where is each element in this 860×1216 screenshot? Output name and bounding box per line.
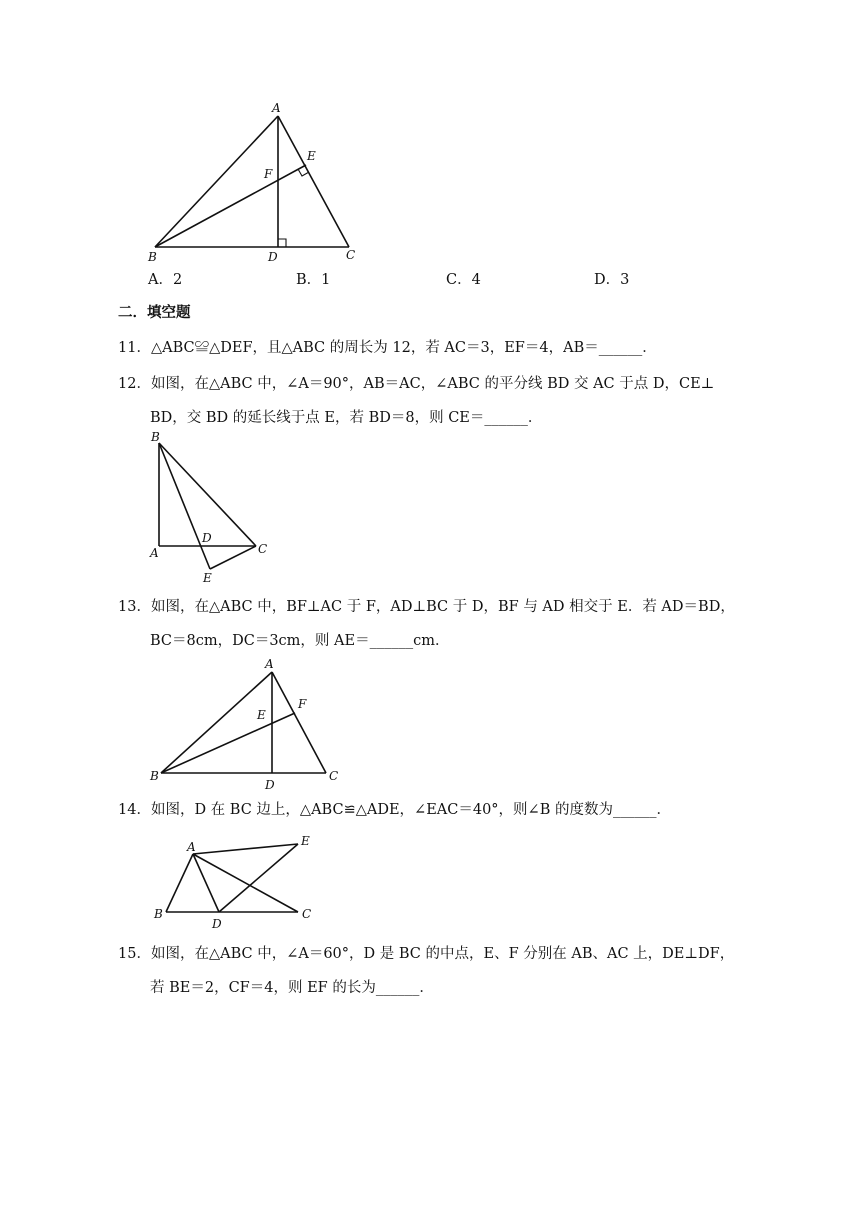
q14-label-a: A [187,840,196,854]
q12-label-e: E [203,571,212,585]
question-11: 11．△ABC≌△DEF，且△ABC 的周长为 12，若 AC＝3，EF＝4，AB＝______． [118,340,657,356]
q14-label-b: B [154,907,163,921]
q13-label-d: D [265,778,275,792]
q14-figure [166,844,298,912]
section-title: 二．填空题 [118,304,191,321]
q13-label-c: C [329,769,339,783]
q10-label-a: A [272,101,281,115]
q14-label-c: C [302,907,312,921]
question-15-line1: 15．如图，在△ABC 中，∠A＝60°，D 是 BC 的中点，E、F 分别在 AB、AC 上，DE⊥DF， [118,946,735,962]
choice-c: C．4 [446,272,481,288]
q13-label-a: A [265,657,274,671]
question-13-line2: BC＝8cm，DC＝3cm，则 AE＝______cm． [150,633,450,649]
q14-label-e: E [301,834,310,848]
q12-label-d: D [202,531,212,545]
question-12-line1: 12．如图，在△ABC 中，∠A＝90°，AB＝AC，∠ABC 的平分线 BD 交 AC 于点 D，CE⊥ [118,376,715,392]
choice-a: A．2 [148,272,183,288]
q13-label-b: B [150,769,159,783]
q13-label-e: E [257,708,266,722]
q14-label-d: D [212,917,222,931]
question-13-line1: 13．如图，在△ABC 中，BF⊥AC 于 F，AD⊥BC 于 D，BF 与 AD 相交于 E．若 AD＝BD， [118,599,735,615]
q10-label-c: C [346,248,356,262]
q10-label-f: F [264,167,273,181]
question-14: 14．如图，D 在 BC 边上，△ABC≌△ADE，∠EAC＝40°，则∠B 的度数为______． [118,802,671,818]
q13-label-f: F [298,697,307,711]
q12-label-a: A [150,546,159,560]
q12-label-b: B [151,430,160,444]
question-15-line2: 若 BE＝2，CF＝4，则 EF 的长为______． [150,980,434,996]
choice-b: B．1 [296,272,331,288]
q10-label-b: B [148,250,157,264]
question-12-line2: BD，交 BD 的延长线于点 E，若 BD＝8，则 CE＝______． [150,410,543,426]
q10-label-d: D [268,250,278,264]
q10-label-e: E [307,149,316,163]
choice-d: D．3 [594,272,630,288]
q12-label-c: C [258,542,268,556]
